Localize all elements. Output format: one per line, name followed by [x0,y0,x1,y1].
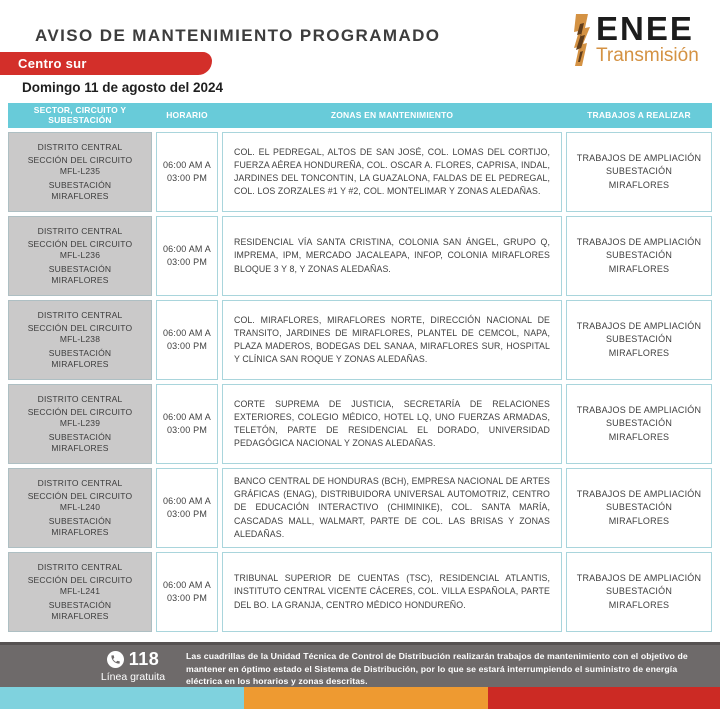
stripe-red [488,687,720,709]
schedule-line1: 06:00 AM A [162,411,212,422]
works-cell [566,300,712,380]
substation-label: SUBESTACIÓN [48,263,112,274]
schedule-line1: 06:00 AM A [162,495,212,506]
zones-cell [222,468,562,548]
zones-text: TRIBUNAL SUPERIOR DE CUENTAS (TSC), RESIDENCIAL ATLANTIS, INSTITUTO CENTRAL VICENTE CÁCERES, COL. VILLA ESPAÑOLA, PARTE DEL BO. LA GRANJA, CENTRO MÉDICO HONDUREÑO. [234,573,550,610]
circuit-block [28,155,133,177]
zones-text: RESIDENCIAL VÍA SANTA CRISTINA, COLONIA SAN ÁNGEL, GRUPO Q, IMPREMA, IPM, MERCADO JACALEAPA, INFOP, COLONIA MIRAFLORES BLOQUE 3 Y 8, Y ZONAS ALEDAÑAS. [234,237,550,274]
hotline-number: 118 [128,649,160,669]
schedule-cell [156,300,218,380]
circuit-block [28,407,133,429]
schedule-line2: 03:00 PM [166,341,208,351]
zones-text: BANCO CENTRAL DE HONDURAS (BCH), EMPRESA NACIONAL DE ARTES GRÁFICAS (ENAG), DISTRIBUIDORA UNIVERSAL AUTOMOTRIZ, CENTRO DE EDUCACIÓN INTERACTIVO (CHIMINIKE), COL. SANTA MARÍA, CASCADAS MALL, WALMART, PARTE DE COL. LAS BRISAS Y ZONAS ALEDAÑAS. [234,476,550,539]
circuit-code: MFL-L239 [59,418,101,429]
sector-cell [8,384,152,464]
table-header-row [8,103,712,128]
works-text: TRABAJOS DE AMPLIACIÓN SUBESTACIÓN MIRAFLORES [576,320,702,358]
hotline-block [78,649,188,683]
schedule-line1: 06:00 AM A [162,579,212,590]
substation-name: MIRAFLORES [51,274,109,285]
zones-cell [222,384,562,464]
phone-icon [107,651,124,668]
circuit-code: MFL-L235 [59,166,101,177]
schedule-line2: 03:00 PM [166,173,208,183]
region-badge: Centro sur [0,52,212,75]
table-row [8,384,712,464]
substation-label: SUBESTACIÓN [48,515,112,526]
schedule-cell [156,216,218,296]
district-label: DISTRITO CENTRAL [37,478,123,488]
substation-label: SUBESTACIÓN [48,179,112,190]
section-label: SECCIÓN DEL CIRCUITO [27,239,133,250]
circuit-block [28,323,133,345]
header-sector: SECTOR, CIRCUITO Y SUBESTACIÓN [33,104,127,125]
works-text: TRABAJOS DE AMPLIACIÓN SUBESTACIÓN MIRAFLORES [576,572,702,610]
hotline-label: Línea gratuita [100,671,166,683]
works-cell [566,216,712,296]
substation-label: SUBESTACIÓN [48,431,112,442]
header-works: TRABAJOS A REALIZAR [587,109,691,120]
district-label: DISTRITO CENTRAL [37,394,123,404]
zones-cell [222,132,562,212]
zones-cell [222,552,562,632]
circuit-block [28,491,133,513]
schedule-line2: 03:00 PM [166,425,208,435]
sector-cell [8,132,152,212]
enee-logo [570,12,699,66]
substation-block [49,516,112,538]
zones-cell [222,216,562,296]
works-text: TRABAJOS DE AMPLIACIÓN SUBESTACIÓN MIRAFLORES [576,236,702,274]
substation-block [49,432,112,454]
sector-cell [8,216,152,296]
table-row [8,216,712,296]
header-zones: ZONAS EN MANTENIMIENTO [330,109,454,120]
enee-logo-name: ENEE [596,10,694,47]
substation-label: SUBESTACIÓN [48,347,112,358]
schedule-cell [156,132,218,212]
substation-block [49,180,112,202]
works-text: TRABAJOS DE AMPLIACIÓN SUBESTACIÓN MIRAFLORES [576,152,702,190]
schedule-line2: 03:00 PM [166,593,208,603]
footer-band [0,642,720,687]
substation-name: MIRAFLORES [51,526,109,537]
circuit-code: MFL-L240 [59,502,101,513]
zones-text: CORTE SUPREMA DE JUSTICIA, SECRETARÍA DE RELACIONES EXTERIORES, COLEGIO MÉDICO, HOTEL LQ, UNO FUERZAS ARMADAS, TELETÓN, PARTE DE RESIDENCIAL EL DORADO, UNIVERSIDAD PEDAGÓGICA NACIONAL Y ZONAS ALEDAÑAS. [234,398,550,449]
table-row [8,468,712,548]
works-cell [566,384,712,464]
table-row [8,300,712,380]
maintenance-table [8,103,712,636]
schedule-line1: 06:00 AM A [162,243,212,254]
circuit-code: MFL-L241 [59,586,101,597]
bottom-color-stripes [0,687,720,709]
schedule-line2: 03:00 PM [166,257,208,267]
works-cell [566,468,712,548]
sector-cell [8,300,152,380]
substation-name: MIRAFLORES [51,358,109,369]
works-text: TRABAJOS DE AMPLIACIÓN SUBESTACIÓN MIRAFLORES [576,404,702,442]
works-text: TRABAJOS DE AMPLIACIÓN SUBESTACIÓN MIRAFLORES [576,488,702,526]
substation-label: SUBESTACIÓN [48,599,112,610]
section-label: SECCIÓN DEL CIRCUITO [27,575,133,586]
zones-cell [222,300,562,380]
substation-block [49,600,112,622]
zones-text: COL. EL PEDREGAL, ALTOS DE SAN JOSÉ, COL. LOMAS DEL CORTIJO, FUERZA AÉREA HONDUREÑA, COL. OSCAR A. FLORES, CAPRISA, INDAL, JARDINES DEL TONCONTIN, LA GUAZALONA, FALDAS DE EL PEDREGAL, COL. LOS ZORZALES #1 Y #2, COL. MONTELIMAR Y ZONAS ALEDAÑAS. [234,146,550,197]
sector-cell [8,468,152,548]
schedule-line1: 06:00 AM A [162,159,212,170]
circuit-code: MFL-L236 [59,250,101,261]
zones-text: COL. MIRAFLORES, MIRAFLORES NORTE, DIRECCIÓN NACIONAL DE TRANSITO, JARDINES DE MIRAFLORES, PLANTEL DE CEMCOL, NAPA, PLAZA MADEROS, BODEGAS DEL SANAA, MIRAFLORES SUR, HOSPITAL Y CLÍNICA SAN ROQUE Y ZONAS ALEDAÑAS. [234,314,550,365]
enee-logo-flame-icon [570,14,592,66]
schedule-cell [156,552,218,632]
date-label: Domingo 11 de agosto del 2024 [22,80,224,95]
header-schedule: HORARIO [166,109,208,120]
sector-cell [8,552,152,632]
substation-name: MIRAFLORES [51,442,109,453]
substation-block [49,348,112,370]
substation-name: MIRAFLORES [51,190,109,201]
substation-block [49,264,112,286]
section-label: SECCIÓN DEL CIRCUITO [27,491,133,502]
section-label: SECCIÓN DEL CIRCUITO [27,155,133,166]
schedule-line1: 06:00 AM A [162,327,212,338]
substation-name: MIRAFLORES [51,610,109,621]
district-label: DISTRITO CENTRAL [37,562,123,572]
district-label: DISTRITO CENTRAL [37,226,123,236]
footer-notice: Las cuadrillas de la Unidad Técnica de Control de Distribución realizarán trabajos de mantenimiento con el objetivo de mantener en óptimo estado el Sistema de Distribución, por lo que se estará interrumpiendo el suministro de energía eléctrica en los horarios y zonas descritas. [186,651,688,687]
table-row [8,552,712,632]
schedule-line2: 03:00 PM [166,509,208,519]
page-title: AVISO DE MANTENIMIENTO PROGRAMADO [35,26,441,45]
district-label: DISTRITO CENTRAL [37,142,123,152]
circuit-code: MFL-L238 [59,334,101,345]
table-row [8,132,712,212]
district-label: DISTRITO CENTRAL [37,310,123,320]
schedule-cell [156,468,218,548]
stripe-orange [244,687,488,709]
works-cell [566,132,712,212]
section-label: SECCIÓN DEL CIRCUITO [27,407,133,418]
schedule-cell [156,384,218,464]
circuit-block [28,575,133,597]
stripe-cyan [0,687,244,709]
works-cell [566,552,712,632]
circuit-block [28,239,133,261]
enee-logo-text [596,12,699,65]
section-label: SECCIÓN DEL CIRCUITO [27,323,133,334]
enee-logo-subtitle: Transmisión [596,45,699,66]
